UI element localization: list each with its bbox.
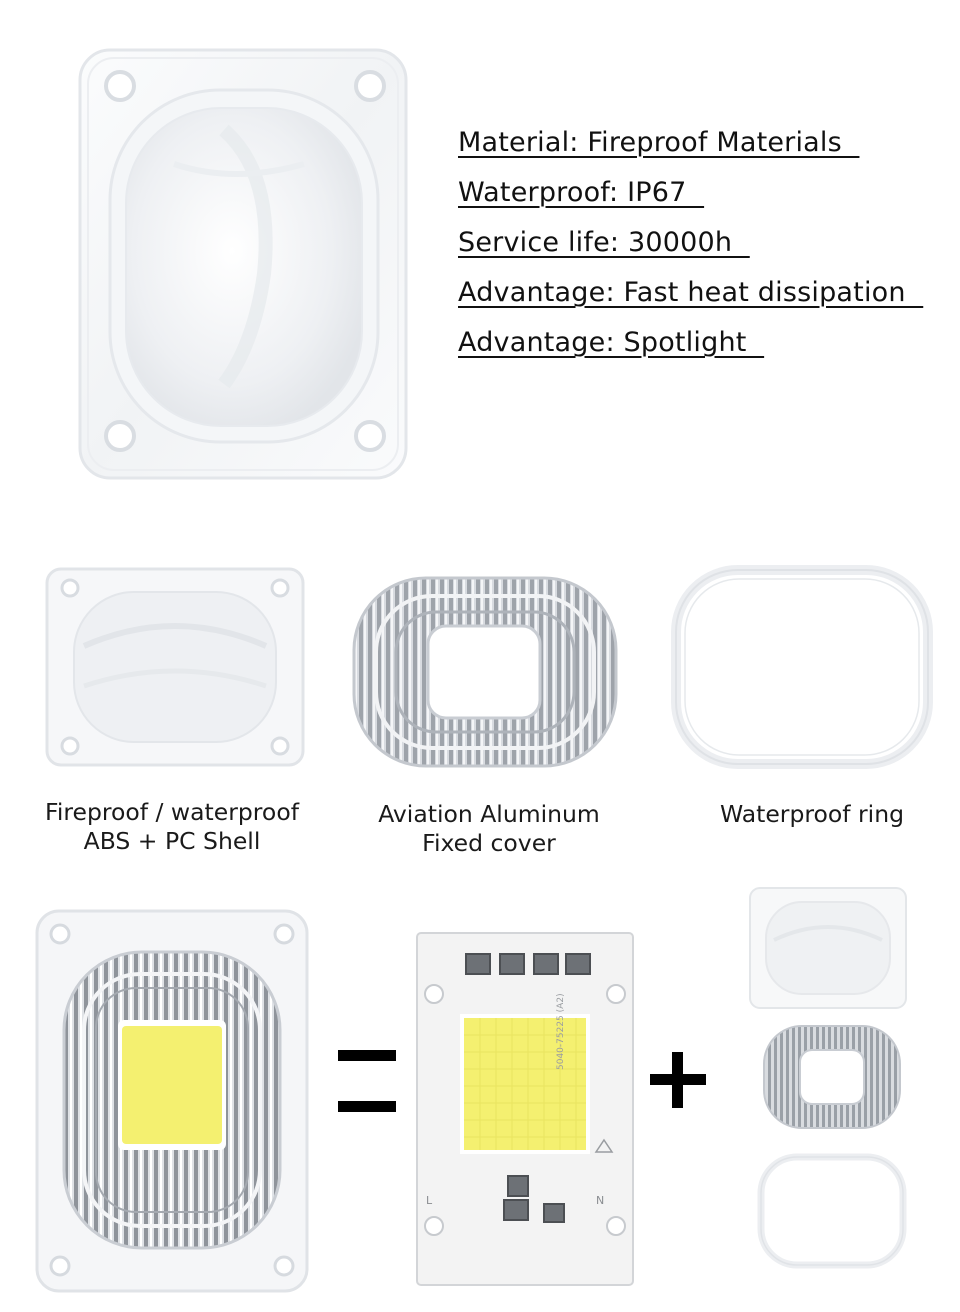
- shell-image: [44, 566, 306, 768]
- equals-symbol: [338, 1050, 396, 1114]
- chip-mark-left: L: [426, 1194, 433, 1207]
- chip-side-code-main: 5040-75225: [556, 1015, 566, 1070]
- caption-shell-line1: Fireproof / waterproof: [45, 798, 299, 826]
- stack-shell-image: [748, 886, 908, 1010]
- chip-mark-right: N: [596, 1194, 605, 1207]
- stack-ring-image: [756, 1152, 908, 1270]
- stack-reflector-image: [762, 1024, 902, 1130]
- cob-chip-board-image: [414, 930, 636, 1288]
- caption-reflector-line1: Aviation Aluminum: [378, 800, 600, 828]
- lens-cover-large-image: [74, 44, 414, 484]
- caption-reflector-line2: Fixed cover: [422, 829, 556, 857]
- waterproof-ring-image: [668, 562, 936, 772]
- spec-service-life: Service life: 30000h: [458, 227, 750, 258]
- spec-advantage-spotlight: Advantage: Spotlight: [458, 327, 765, 358]
- spec-waterproof: Waterproof: IP67: [458, 177, 705, 208]
- chip-side-code: [556, 950, 566, 1070]
- spec-advantage-heat: Advantage: Fast heat dissipation: [458, 277, 924, 308]
- assembled-lamp-image: [34, 908, 310, 1294]
- reflector-image: [350, 574, 620, 770]
- chip-side-code-b: (A2): [556, 993, 566, 1013]
- spec-list: [458, 118, 923, 368]
- spec-material: Material: Fireproof Materials: [458, 127, 860, 158]
- caption-shell: [26, 798, 318, 856]
- caption-shell-line2: ABS + PC Shell: [83, 827, 261, 855]
- led-chip-yellow: [122, 1026, 222, 1144]
- caption-ring: [672, 800, 952, 829]
- caption-reflector: [344, 800, 634, 858]
- caption-ring-line1: Waterproof ring: [719, 800, 905, 828]
- plus-symbol: [650, 1052, 706, 1108]
